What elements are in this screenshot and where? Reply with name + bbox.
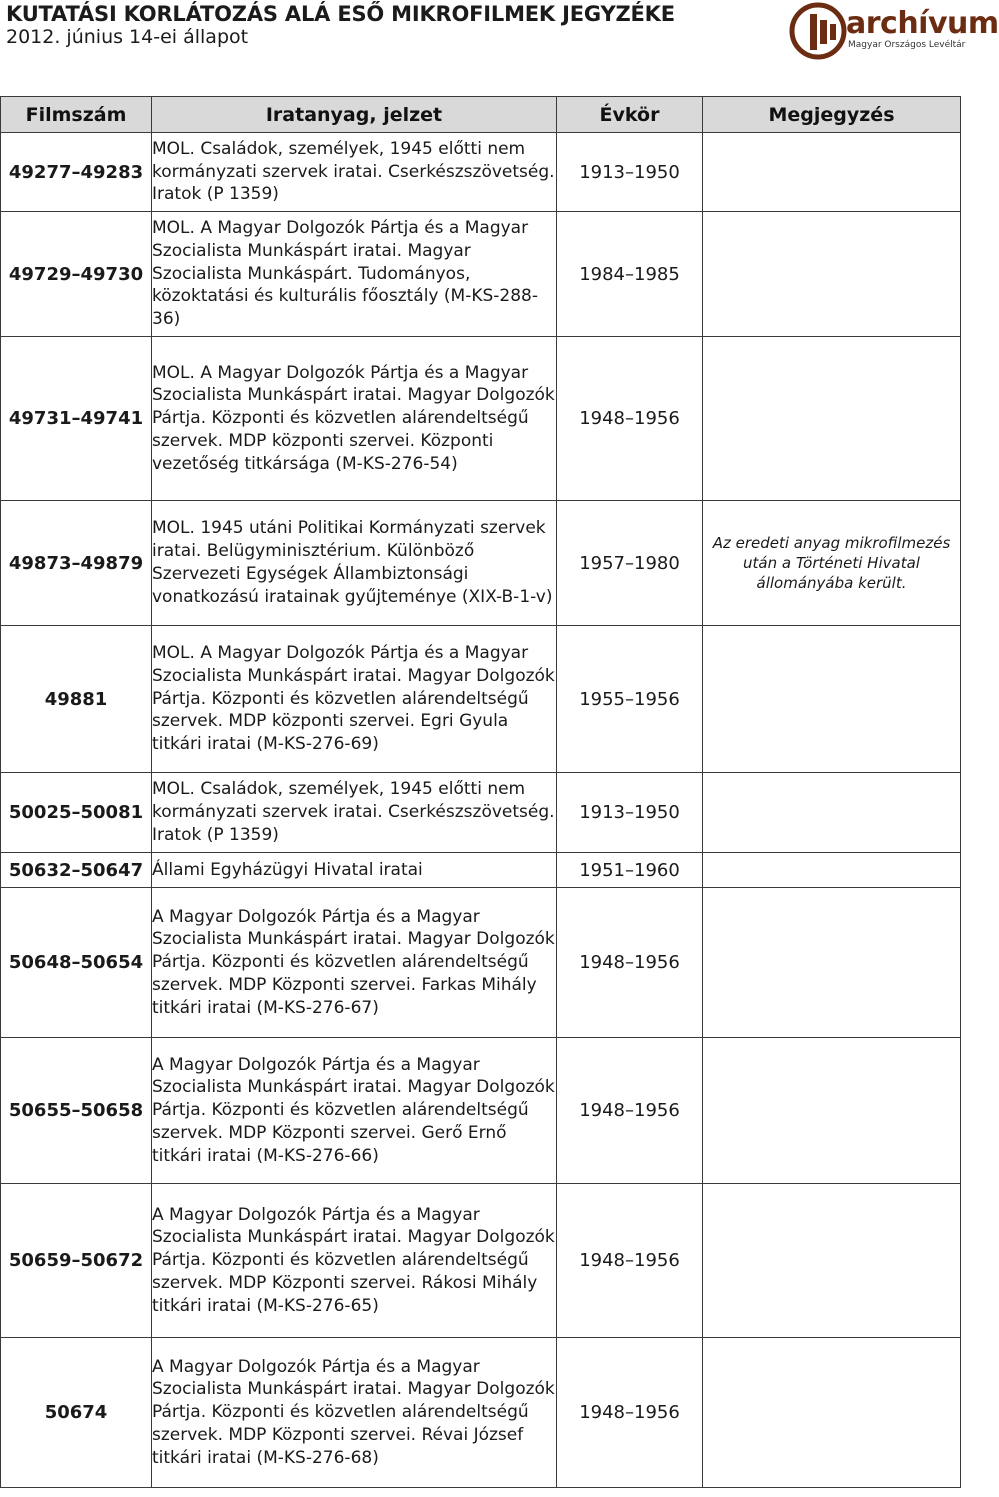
table-row [1, 1184, 961, 1338]
remark [703, 1184, 961, 1338]
record-description: MOL. 1945 utáni Politikai Kormányzati szervek iratai. Belügyminisztérium. Különböző Szervezeti Egységek Állambiztonsági vonatkozású iratainak gyűjteménye (XIX-B-1-v) [152, 501, 557, 626]
remark [703, 1338, 961, 1488]
film-number: 49277–49283 [1, 133, 152, 212]
remark [703, 853, 961, 888]
year-range: 1948–1956 [557, 337, 703, 501]
table-row [1, 626, 961, 773]
year-range: 1948–1956 [557, 1038, 703, 1184]
remark [703, 1038, 961, 1184]
film-number: 50659–50672 [1, 1184, 152, 1338]
film-number: 50025–50081 [1, 773, 152, 853]
year-range: 1955–1956 [557, 626, 703, 773]
column-header-megjegyzes: Megjegyzés [703, 97, 961, 133]
table-row [1, 337, 961, 501]
remark [703, 626, 961, 773]
page-subtitle: 2012. június 14-ei állapot [6, 26, 249, 48]
record-description: Állami Egyházügyi Hivatal iratai [152, 853, 557, 888]
year-range: 1948–1956 [557, 888, 703, 1038]
archivum-logo [790, 2, 999, 62]
table-row [1, 133, 961, 212]
table-row [1, 853, 961, 888]
page-header [0, 0, 999, 96]
record-description: MOL. Családok, személyek, 1945 előtti nem kormányzati szervek iratai. Cserkészszövetség. Iratok (P 1359) [152, 773, 557, 853]
film-number: 50632–50647 [1, 853, 152, 888]
table-header-row [1, 97, 961, 133]
record-description: MOL. A Magyar Dolgozók Pártja és a Magyar Szocialista Munkáspárt iratai. Magyar Dolgozók Pártja. Központi és közvetlen alárendeltségű szervek. MDP központi szervei. Központi vezetőség titkársága (M-KS-276-54) [152, 337, 557, 501]
column-header-filmszam: Filmszám [1, 97, 152, 133]
archivum-logo-icon [790, 2, 846, 60]
table-row [1, 1338, 961, 1488]
record-description: A Magyar Dolgozók Pártja és a Magyar Szocialista Munkáspárt iratai. Magyar Dolgozók Pártja. Központi és közvetlen alárendeltségű szervek. MDP Központi szervei. Gerő Ernő titkári iratai (M-KS-276-66) [152, 1038, 557, 1184]
logo-subtitle: Magyar Országos Levéltár [848, 40, 966, 50]
record-description: MOL. Családok, személyek, 1945 előtti nem kormányzati szervek iratai. Cserkészszövetség. Iratok (P 1359) [152, 133, 557, 212]
remark [703, 133, 961, 212]
record-description: A Magyar Dolgozók Pártja és a Magyar Szocialista Munkáspárt iratai. Magyar Dolgozók Pártja. Központi és közvetlen alárendeltségű szervek. MDP Központi szervei. Révai József titkári iratai (M-KS-276-68) [152, 1338, 557, 1488]
record-description: A Magyar Dolgozók Pártja és a Magyar Szocialista Munkáspárt iratai. Magyar Dolgozók Pártja. Központi és közvetlen alárendeltségű szervek. MDP Központi szervei. Farkas Mihály titkári iratai (M-KS-276-67) [152, 888, 557, 1038]
remark: Az eredeti anyag mikrofilmezés után a Történeti Hivatal állományába került. [703, 501, 961, 626]
column-header-evkor: Évkör [557, 97, 703, 133]
table-row [1, 1038, 961, 1184]
year-range: 1913–1950 [557, 133, 703, 212]
table-row [1, 212, 961, 337]
year-range: 1948–1956 [557, 1184, 703, 1338]
logo-wordmark: archívum [846, 6, 999, 41]
film-number: 50674 [1, 1338, 152, 1488]
film-number: 49881 [1, 626, 152, 773]
film-number: 49729–49730 [1, 212, 152, 337]
year-range: 1984–1985 [557, 212, 703, 337]
film-number: 49873–49879 [1, 501, 152, 626]
record-description: MOL. A Magyar Dolgozók Pártja és a Magyar Szocialista Munkáspárt iratai. Magyar Dolgozók Pártja. Központi és közvetlen alárendeltségű szervek. MDP központi szervei. Egri Gyula titkári iratai (M-KS-276-69) [152, 626, 557, 773]
table-row [1, 501, 961, 626]
year-range: 1951–1960 [557, 853, 703, 888]
remark [703, 773, 961, 853]
year-range: 1957–1980 [557, 501, 703, 626]
record-description: MOL. A Magyar Dolgozók Pártja és a Magyar Szocialista Munkáspárt iratai. Magyar Szocialista Munkáspárt. Tudományos, közoktatási és kulturális főosztály (M-KS-288-36) [152, 212, 557, 337]
remark [703, 212, 961, 337]
microfilm-table [0, 96, 961, 1488]
remark [703, 888, 961, 1038]
record-description: A Magyar Dolgozók Pártja és a Magyar Szocialista Munkáspárt iratai. Magyar Dolgozók Pártja. Központi és közvetlen alárendeltségű szervek. MDP Központi szervei. Rákosi Mihály titkári iratai (M-KS-276-65) [152, 1184, 557, 1338]
film-number: 50655–50658 [1, 1038, 152, 1184]
remark [703, 337, 961, 501]
column-header-iratanyag: Iratanyag, jelzet [152, 97, 557, 133]
table-row [1, 773, 961, 853]
film-number: 50648–50654 [1, 888, 152, 1038]
year-range: 1913–1950 [557, 773, 703, 853]
film-number: 49731–49741 [1, 337, 152, 501]
page-title: KUTATÁSI KORLÁTOZÁS ALÁ ESŐ MIKROFILMEK JEGYZÉKE [6, 2, 675, 26]
year-range: 1948–1956 [557, 1338, 703, 1488]
table-row [1, 888, 961, 1038]
